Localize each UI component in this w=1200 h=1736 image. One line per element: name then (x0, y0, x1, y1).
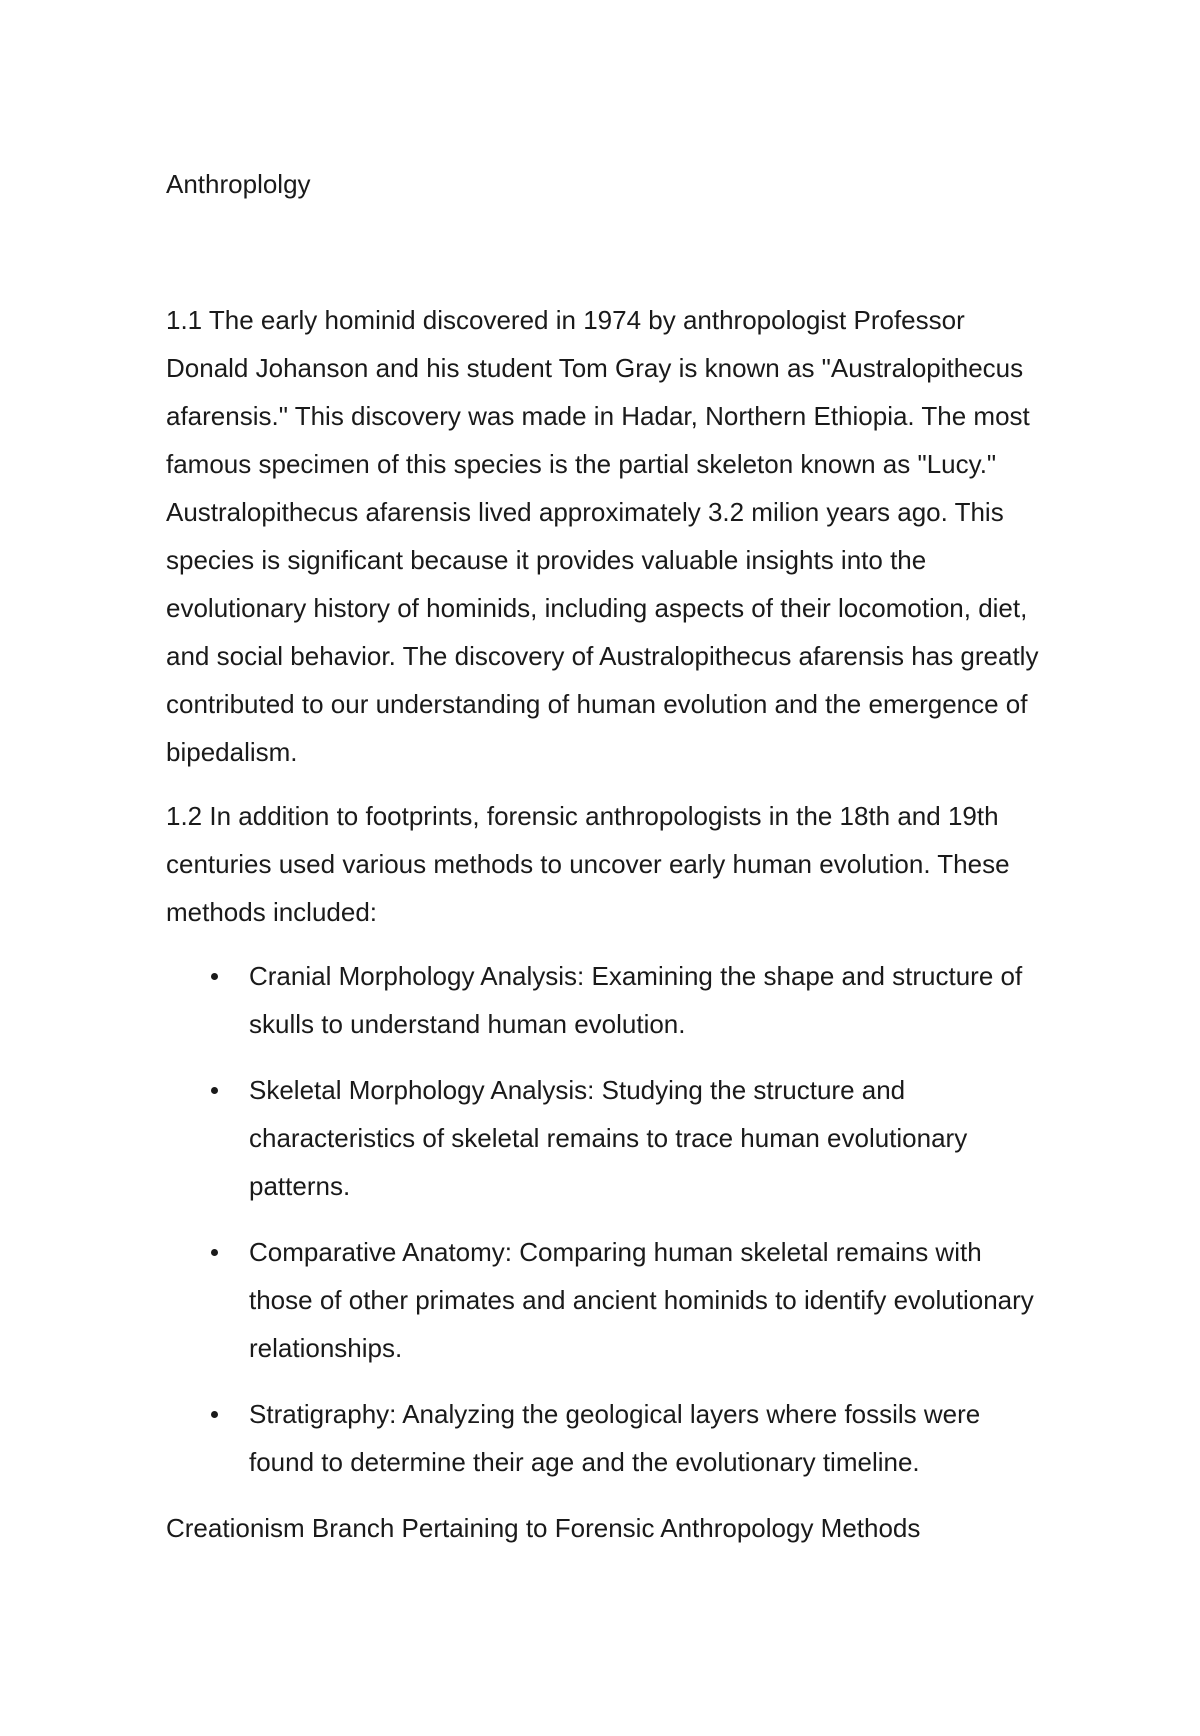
closing-heading: Creationism Branch Pertaining to Forensic Anthropology Methods (166, 1513, 921, 1543)
method-text: Stratigraphy: Analyzing the geological layers where fossils were found to determine their age and the evolutionary timeline. (249, 1399, 981, 1477)
paragraph-1-1: 1.1 The early hominid discovered in 1974 by anthropologist Professor Donald Johanson and his student Tom Gray is known as "Australopithecus afarensis." This discovery was made in Hadar, Northern Ethiopia. The most famous specimen of this species is the partial skeleton known as "Lucy." Australopithecus afarensis lived approximately 3.2 milion years ago. This species is significant because it provides valuable insights into the evolutionary history of hominids, including aspects of their locomotion, diet, and social behavior. The discovery of Australopithecus afarensis has greatly contributed to our understanding of human evolution and the emergence of bipedalism. (166, 305, 1039, 767)
document-page (166, 164, 1046, 1552)
bullet-icon (211, 1087, 218, 1094)
bullet-icon (211, 1411, 218, 1418)
bullet-icon (211, 973, 218, 980)
method-text: Comparative Anatomy: Comparing human skeletal remains with those of other primates and ancient hominids to identify evolutionary relationships. (249, 1237, 1034, 1363)
bullet-icon (211, 1249, 218, 1256)
list-item (166, 952, 1046, 1048)
method-text: Skeletal Morphology Analysis: Studying the structure and characteristics of skeletal remains to trace human evolutionary patterns. (249, 1075, 968, 1201)
list-item (166, 1228, 1046, 1372)
paragraph-1-2: 1.2 In addition to footprints, forensic anthropologists in the 18th and 19th centuries used various methods to uncover early human evolution. These methods included: (166, 801, 1010, 927)
method-text: Cranial Morphology Analysis: Examining the shape and structure of skulls to understand human evolution. (249, 961, 1023, 1039)
methods-list (166, 952, 1046, 1486)
document-title: Anthroplolgy (166, 169, 311, 199)
list-item (166, 1390, 1046, 1486)
list-item (166, 1066, 1046, 1210)
